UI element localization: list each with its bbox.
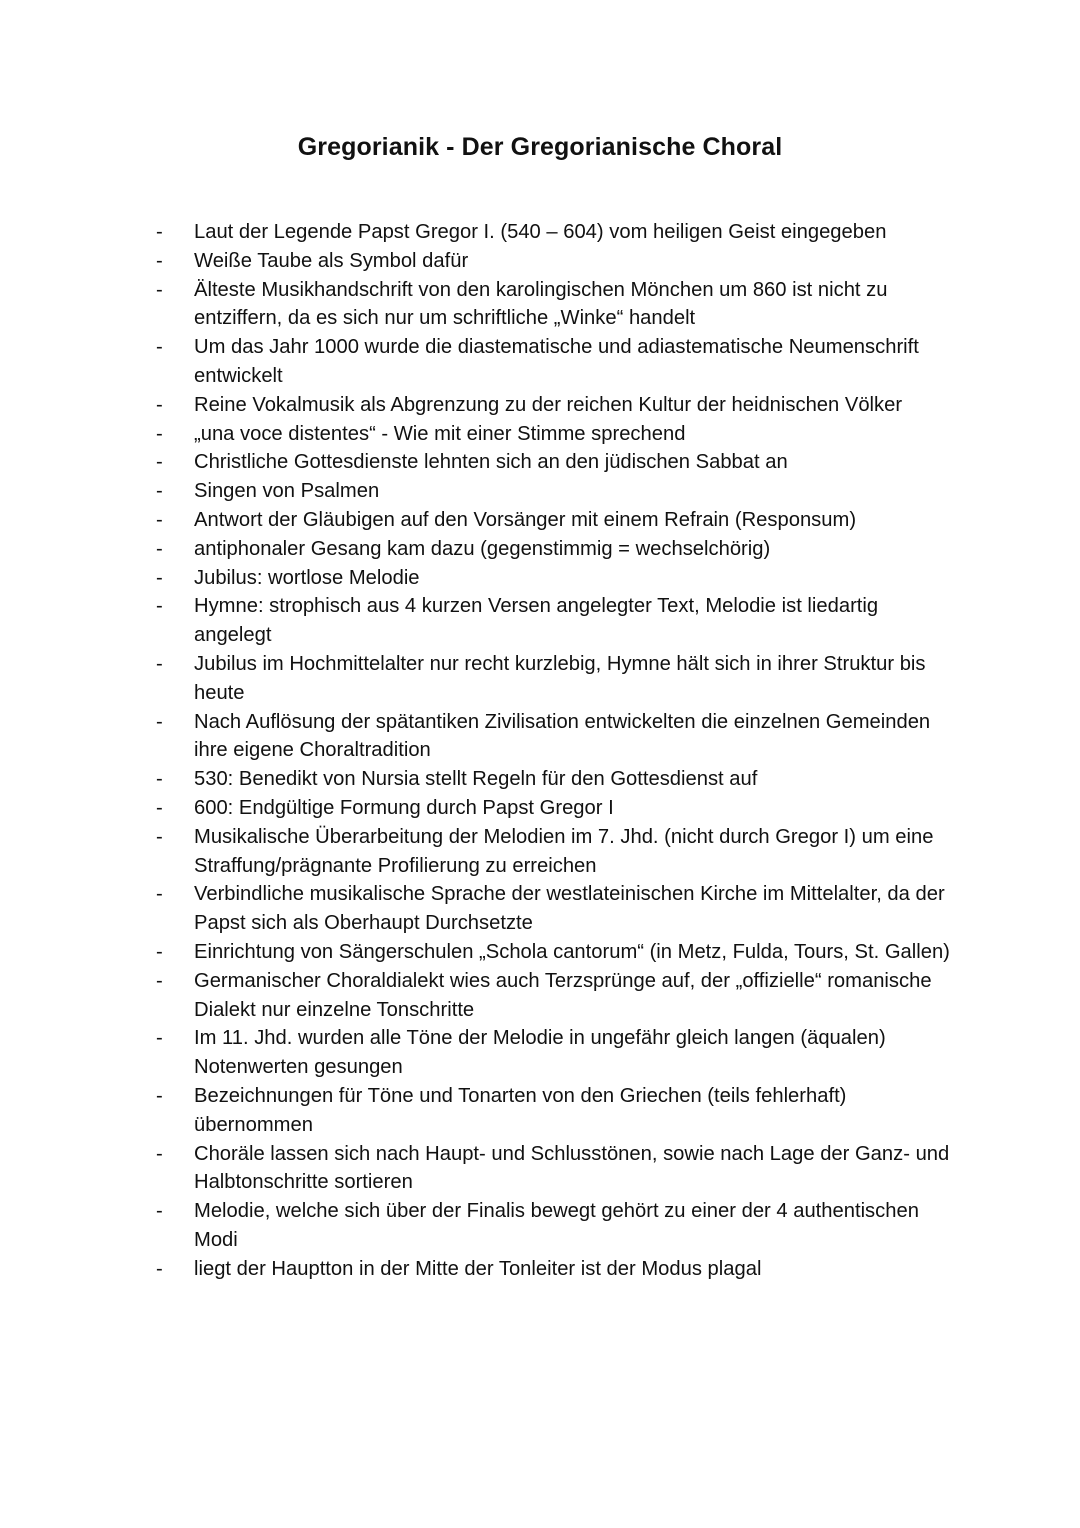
list-item	[150, 592, 960, 650]
list-item	[150, 535, 960, 564]
list-item	[150, 650, 960, 708]
bullet-dash: -	[156, 1027, 163, 1050]
bullet-dash: -	[156, 825, 163, 848]
bullet-text: 600: Endgültige Formung durch Papst Gregor I	[194, 796, 614, 819]
list-item	[150, 1024, 960, 1082]
list-item	[150, 967, 960, 1025]
page-title: Gregorianik - Der Gregorianische Choral	[297, 133, 783, 161]
bullet-text: 530: Benedikt von Nursia stellt Regeln für den Gottesdienst auf	[194, 768, 758, 791]
bullet-text: Bezeichnungen für Töne und Tonarten von den Griechen (teils fehlerhaft) übernommen	[194, 1084, 847, 1136]
bullet-text: Weiße Taube als Symbol dafür	[194, 249, 469, 272]
list-item	[150, 708, 960, 766]
list-item	[150, 880, 960, 938]
bullet-dash: -	[156, 278, 163, 301]
list-item	[150, 1140, 960, 1198]
list-item	[150, 247, 960, 276]
bullet-dash: -	[156, 508, 163, 531]
bullet-dash: -	[156, 796, 163, 819]
list-item	[150, 938, 960, 967]
bullet-dash: -	[156, 1084, 163, 1107]
list-item	[150, 1255, 960, 1284]
bullet-dash: -	[156, 710, 163, 733]
bullet-dash: -	[156, 480, 163, 503]
bullet-dash: -	[156, 652, 163, 675]
list-item	[150, 218, 960, 247]
bullet-text: Nach Auflösung der spätantiken Zivilisation entwickelten die einzelnen Gemeinden ihre eigene Choraltradition	[194, 710, 931, 762]
bullet-dash: -	[156, 537, 163, 560]
bullet-text: Um das Jahr 1000 wurde die diastematische und adiastematische Neumenschrift entwickelt	[194, 336, 919, 387]
bullet-dash: -	[156, 969, 163, 992]
list-item	[150, 506, 960, 535]
bullet-text: Antwort der Gläubigen auf den Vorsänger mit einem Refrain (Responsum)	[194, 508, 857, 531]
bullet-dash: -	[156, 451, 163, 474]
bullet-text: antiphonaler Gesang kam dazu (gegenstimmig = wechselchörig)	[194, 537, 771, 560]
bullet-dash: -	[156, 883, 163, 906]
list-item	[150, 564, 960, 593]
list-item	[150, 420, 960, 449]
bullet-dash: -	[156, 221, 163, 243]
bullet-text: Christliche Gottesdienste lehnten sich an den jüdischen Sabbat an	[194, 451, 788, 474]
list-item	[150, 276, 960, 334]
list-item	[150, 765, 960, 794]
bullet-dash: -	[156, 1200, 163, 1223]
bullet-text: „una voce distentes“ - Wie mit einer Stimme sprechend	[194, 422, 686, 445]
list-item	[150, 794, 960, 823]
list-item	[150, 823, 960, 881]
bullet-dash: -	[156, 566, 163, 589]
bullet-text: Einrichtung von Sängerschulen „Schola cantorum“ (in Metz, Fulda, Tours, St. Gallen)	[194, 940, 950, 963]
bullet-text: Laut der Legende Papst Gregor I. (540 – 604) vom heiligen Geist eingegeben	[194, 221, 887, 243]
list-item	[150, 333, 960, 391]
bullet-text: liegt der Hauptton in der Mitte der Tonleiter ist der Modus plagal	[194, 1257, 762, 1280]
list-item	[150, 477, 960, 506]
bullet-dash: -	[156, 940, 163, 963]
list-item	[150, 391, 960, 420]
bullet-text: Jubilus im Hochmittelalter nur recht kurzlebig, Hymne hält sich in ihrer Struktur bis heute	[194, 652, 926, 704]
bullet-dash: -	[156, 768, 163, 791]
bullet-text: Reine Vokalmusik als Abgrenzung zu der reichen Kultur der heidnischen Völker	[194, 393, 903, 416]
list-item	[150, 448, 960, 477]
bullet-list	[150, 218, 960, 1283]
bullet-dash: -	[156, 595, 163, 618]
bullet-text: Jubilus: wortlose Melodie	[194, 566, 420, 589]
bullet-text: Melodie, welche sich über der Finalis bewegt gehört zu einer der 4 authentischen Modi	[194, 1200, 919, 1251]
bullet-dash: -	[156, 249, 163, 272]
bullet-dash: -	[156, 336, 163, 359]
bullet-dash: -	[156, 422, 163, 445]
bullet-text: Choräle lassen sich nach Haupt- und Schlusstönen, sowie nach Lage der Ganz- und Halbtonschritte sortieren	[194, 1142, 950, 1194]
bullet-text: Singen von Psalmen	[194, 480, 380, 503]
bullet-text: Germanischer Choraldialekt wies auch Terzsprünge auf, der „offizielle“ romanische Dialekt nur einzelne Tonschritte	[194, 969, 932, 1021]
bullet-dash: -	[156, 1257, 163, 1280]
bullet-text: Musikalische Überarbeitung der Melodien im 7. Jhd. (nicht durch Gregor I) um eine Straffung/prägnante Profilierung zu erreichen	[194, 825, 934, 877]
bullet-text: Im 11. Jhd. wurden alle Töne der Melodie in ungefähr gleich langen (äqualen) Notenwerten gesungen	[194, 1027, 886, 1079]
bullet-text: Hymne: strophisch aus 4 kurzen Versen angelegter Text, Melodie ist liedartig angelegt	[194, 595, 879, 647]
list-item	[150, 1197, 960, 1255]
bullet-dash: -	[156, 1142, 163, 1165]
bullet-text: Älteste Musikhandschrift von den karolingischen Mönchen um 860 ist nicht zu entziffern, da es sich nur um schriftliche „Winke“ handelt	[194, 278, 888, 330]
bullet-dash: -	[156, 393, 163, 416]
list-item	[150, 1082, 960, 1140]
bullet-text: Verbindliche musikalische Sprache der westlateinischen Kirche im Mittelalter, da der Papst sich als Oberhaupt Durchsetzte	[194, 883, 945, 935]
